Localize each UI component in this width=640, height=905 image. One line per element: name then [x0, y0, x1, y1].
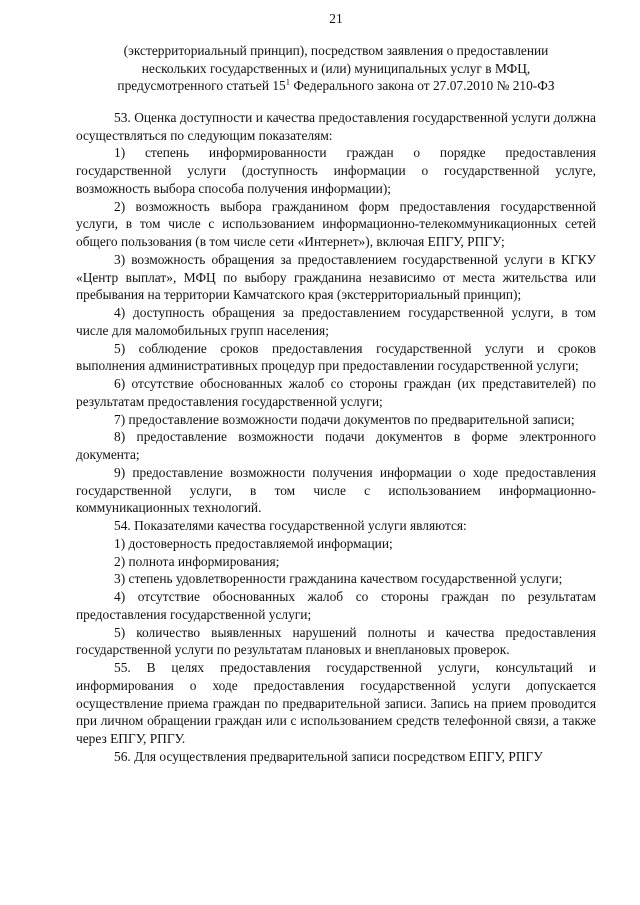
paragraph-54: 54. Показателями качества государственной услуги являются:	[114, 518, 467, 534]
document-body	[76, 109, 596, 766]
list-item: 4) доступность обращения за предоставлением государственной услуги, в том числе для маломобильных групп населения;	[76, 305, 596, 338]
list-item: 6) отсутствие обоснованных жалоб со стороны граждан (их представителей) по результатам предоставления государственной услуги;	[76, 376, 596, 409]
list-item: 1) достоверность предоставляемой информации;	[114, 535, 393, 551]
paragraph-55: 55. В целях предоставления государственной услуги, консультаций и информирования о ходе предоставления государственной услуги допускается осуществление приема граждан по предварительной записи. Запись на прием проводится при личном обращении граждан или с использованием средств телефонной связи, а также через ЕПГУ, РПГУ.	[76, 660, 596, 747]
list-item: 5) количество выявленных нарушений полноты и качества предоставления государственной услуги по результатам плановых и внеплановых проверок.	[76, 624, 596, 658]
section-heading	[76, 42, 596, 95]
paragraph-53: 53. Оценка доступности и качества предоставления государственной услуги должна осуществляться по следующим показателям:	[76, 109, 596, 143]
list-item: 3) возможность обращения за предоставлением государственной услуги в КГКУ «Центр выплат», МФЦ по выбору гражданина независимо от места жительства или пребывания на территории Камчатского края (экстерриториальный принцип);	[76, 251, 596, 303]
page-number: 21	[329, 11, 343, 26]
list-item: 5) соблюдение сроков предоставления государственной услуги и сроков выполнения административных процедур при предоставлении государственной услуги;	[76, 340, 596, 374]
list-item: 4) отсутствие обоснованных жалоб со стороны граждан по результатам предоставления государственной услуги;	[76, 589, 596, 622]
section-heading-line-3	[76, 77, 596, 95]
section-heading-line-3-start: предусмотренного статьей 15	[117, 78, 286, 94]
section-heading-line-1: (экстерриториальный принцип), посредством заявления о предоставлении	[123, 43, 549, 58]
list-item: 9) предоставление возможности получения информации о ходе предоставления государственной услуги, в том числе с использованием информационно-коммуникационных технологий.	[76, 464, 596, 516]
section-heading-line-2: нескольких государственных и (или) муниципальных услуг в МФЦ,	[141, 60, 531, 76]
paragraph-56: 56. Для осуществления предварительной записи посредством ЕПГУ, РПГУ	[114, 748, 543, 764]
article-superscript: 1	[285, 76, 290, 87]
document-page	[76, 10, 596, 766]
list-item: 8) предоставление возможности подачи документов в форме электронного документа;	[76, 429, 596, 463]
section-heading-line-3-end: Федерального закона от 27.07.2010 № 210-ФЗ	[290, 78, 555, 94]
list-item: 1) степень информированности граждан о порядке предоставления государственной услуги (доступность информации о государственной услуге, возможность выбора способа получения информации);	[76, 145, 596, 196]
list-item: 7) предоставление возможности подачи документов по предварительной записи;	[114, 411, 575, 427]
list-item: 2) возможность выбора гражданином форм предоставления государственной услуги, в том числе с использованием информационно-телекоммуникационных сетей общего пользования (в том числе сети «Интернет»), включая ЕПГУ, РПГУ;	[76, 198, 596, 250]
list-item: 2) полнота информирования;	[114, 553, 280, 569]
list-item: 3) степень удовлетворенности гражданина качеством государственной услуги;	[114, 571, 563, 587]
